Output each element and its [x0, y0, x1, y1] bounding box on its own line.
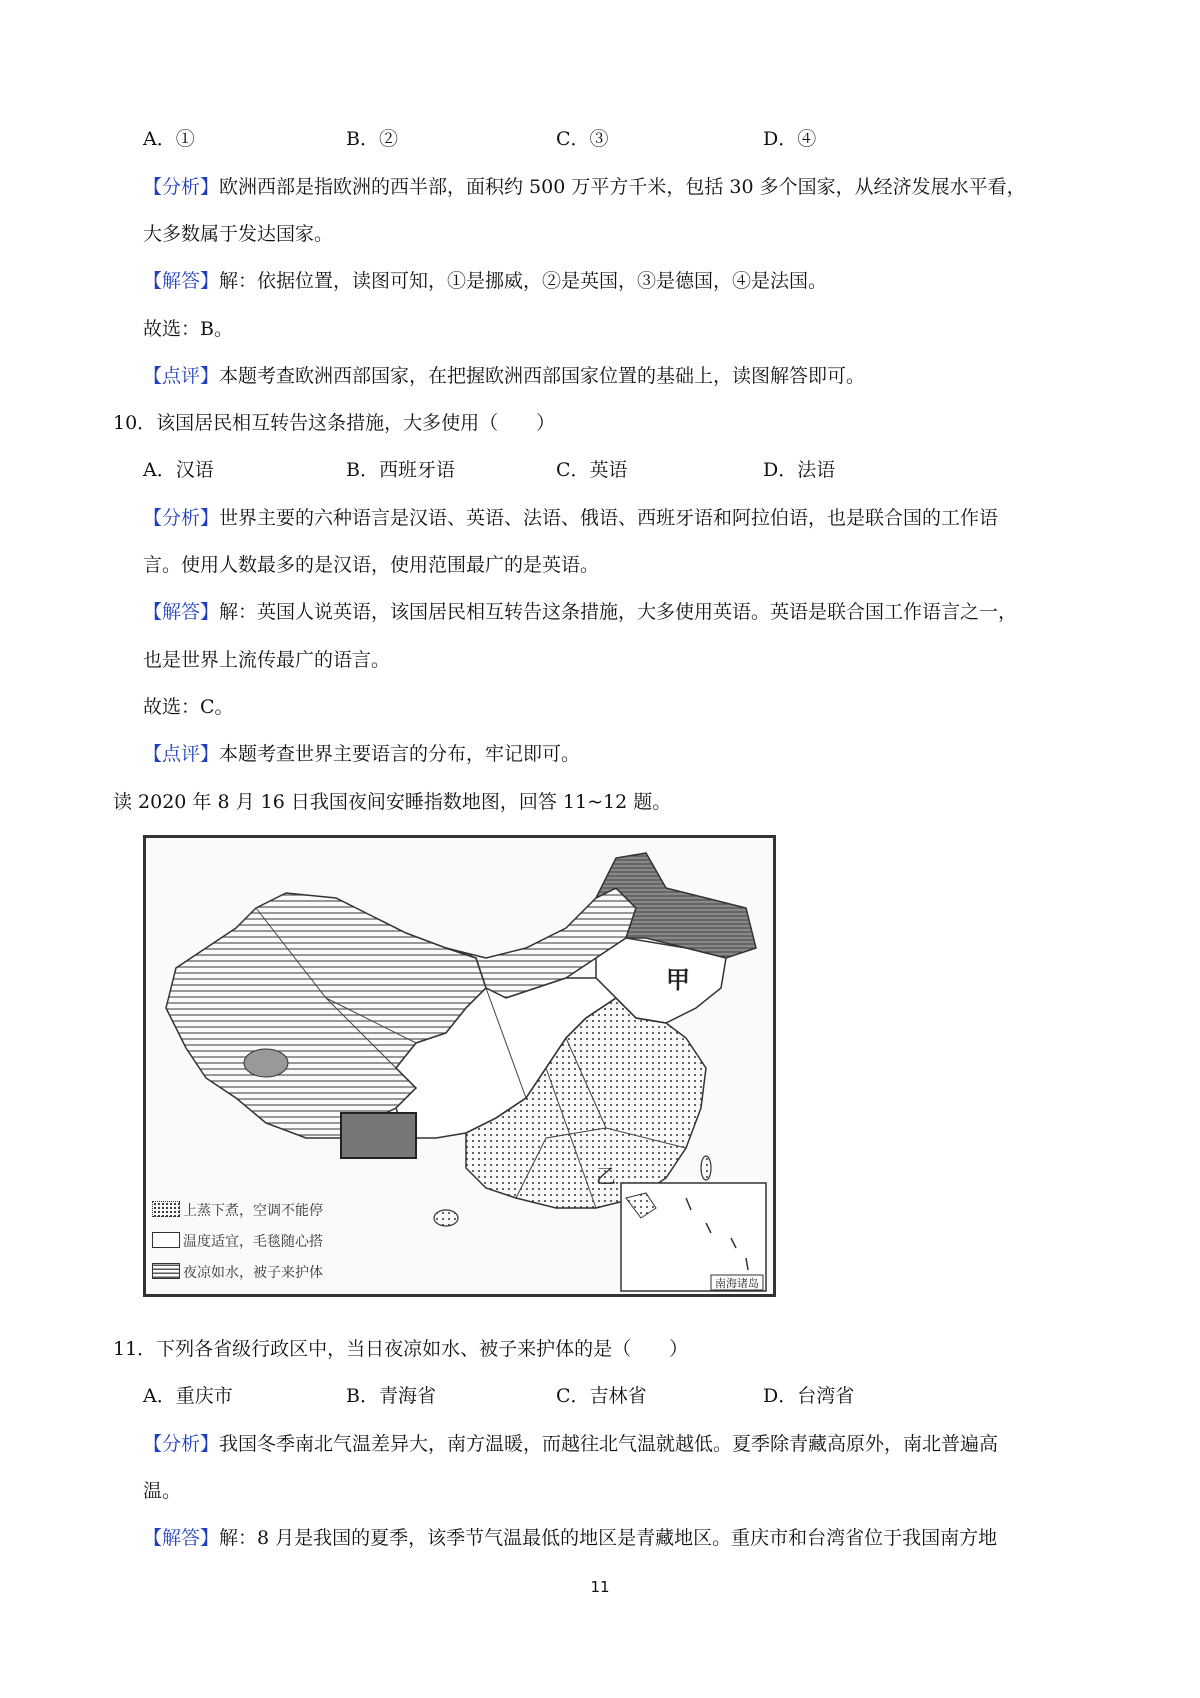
q9-choice: 故选：B。 [143, 318, 233, 340]
section-intro: 读 2020 年 8 月 16 日我国夜间安睡指数地图，回答 11~12 题。 [113, 791, 672, 813]
q9-option-c: C．③ [556, 128, 609, 150]
q9-option-d: D．④ [763, 128, 817, 150]
q11-analysis-line-1: 【分析】我国冬季南北气温差异大，南方温暖，而越往北气温就越低。夏季除青藏高原外，南北普遍高 [143, 1433, 999, 1455]
page-number: 11 [590, 1578, 610, 1596]
inset-label: 南海诸岛 [715, 1277, 759, 1290]
analysis-tag: 【分析】 [143, 1433, 220, 1455]
legend-item-hot: 上蒸下煮，空调不能停 [152, 1200, 323, 1220]
q10-answer-line-1: 【解答】解：英国人说英语，该国居民相互转告这条措施，大多使用英语。英语是联合国工作语言之一， [143, 601, 1018, 623]
answer-tag: 【解答】 [143, 601, 220, 623]
q9-option-a: A．① [143, 128, 195, 150]
q10-analysis-line-2: 言。使用人数最多的是汉语，使用范围最广的是英语。 [143, 554, 600, 576]
q11-analysis-line-2: 温。 [143, 1480, 182, 1502]
q10-comment: 【点评】本题考查世界主要语言的分布，牢记即可。 [143, 743, 581, 765]
q11-option-d: D．台湾省 [763, 1385, 855, 1407]
q10-question: 10．该国居民相互转告这条措施，大多使用（ ） [113, 412, 556, 434]
region-yi [341, 1113, 416, 1158]
legend-swatch-blank [152, 1232, 180, 1248]
q11-answer-line-1: 【解答】解：8 月是我国的夏季，该季节气温最低的地区是青藏地区。重庆市和台湾省位于我国南方地 [143, 1527, 998, 1549]
q11-question: 11．下列各省级行政区中，当日夜凉如水、被子来护体的是（ ） [113, 1338, 689, 1360]
q10-analysis-line-1: 【分析】世界主要的六种语言是汉语、英语、法语、俄语、西班牙语和阿拉伯语，也是联合国的工作语 [143, 507, 999, 529]
q10-option-b: B．西班牙语 [346, 459, 455, 481]
legend-swatch-lines [152, 1263, 180, 1279]
q10-option-d: D．法语 [763, 459, 836, 481]
map-label-jia: 甲 [666, 966, 690, 994]
legend-item-mild: 温度适宜，毛毯随心搭 [152, 1231, 323, 1251]
q10-answer-line-2: 也是世界上流传最广的语言。 [143, 649, 391, 671]
q11-option-c: C．吉林省 [556, 1385, 647, 1407]
answer-tag: 【解答】 [143, 270, 220, 292]
q10-choice: 故选：C。 [143, 696, 234, 718]
answer-tag: 【解答】 [143, 1527, 220, 1549]
comment-tag: 【点评】 [143, 743, 220, 765]
legend-item-cool: 夜凉如水，被子来护体 [152, 1262, 323, 1282]
taiwan-island [701, 1156, 711, 1180]
q11-option-a: A．重庆市 [143, 1385, 233, 1407]
tibet-patch [244, 1049, 288, 1077]
q11-option-b: B．青海省 [346, 1385, 436, 1407]
comment-tag: 【点评】 [143, 365, 220, 387]
q9-analysis-line-2: 大多数属于发达国家。 [143, 223, 334, 245]
q9-option-b: B．② [346, 128, 398, 150]
analysis-tag: 【分析】 [143, 507, 220, 529]
legend-swatch-dots [152, 1201, 180, 1217]
hainan-island [434, 1210, 458, 1226]
q9-analysis-line-1: 【分析】欧洲西部是指欧洲的西半部，面积约 500 万平方千米，包括 30 多个国家，从经济发展水平看， [143, 176, 1026, 198]
china-map-drawing [146, 838, 773, 1294]
q9-answer: 【解答】解：依据位置，读图可知，①是挪威，②是英国，③是德国，④是法国。 [143, 270, 828, 292]
china-sleep-index-map [143, 835, 776, 1297]
analysis-tag: 【分析】 [143, 176, 220, 198]
q10-option-c: C．英语 [556, 459, 628, 481]
map-label-yi: 乙 [596, 1164, 616, 1188]
q10-option-a: A．汉语 [143, 459, 214, 481]
q9-comment: 【点评】本题考查欧洲西部国家，在把握欧洲西部国家位置的基础上，读图解答即可。 [143, 365, 866, 387]
